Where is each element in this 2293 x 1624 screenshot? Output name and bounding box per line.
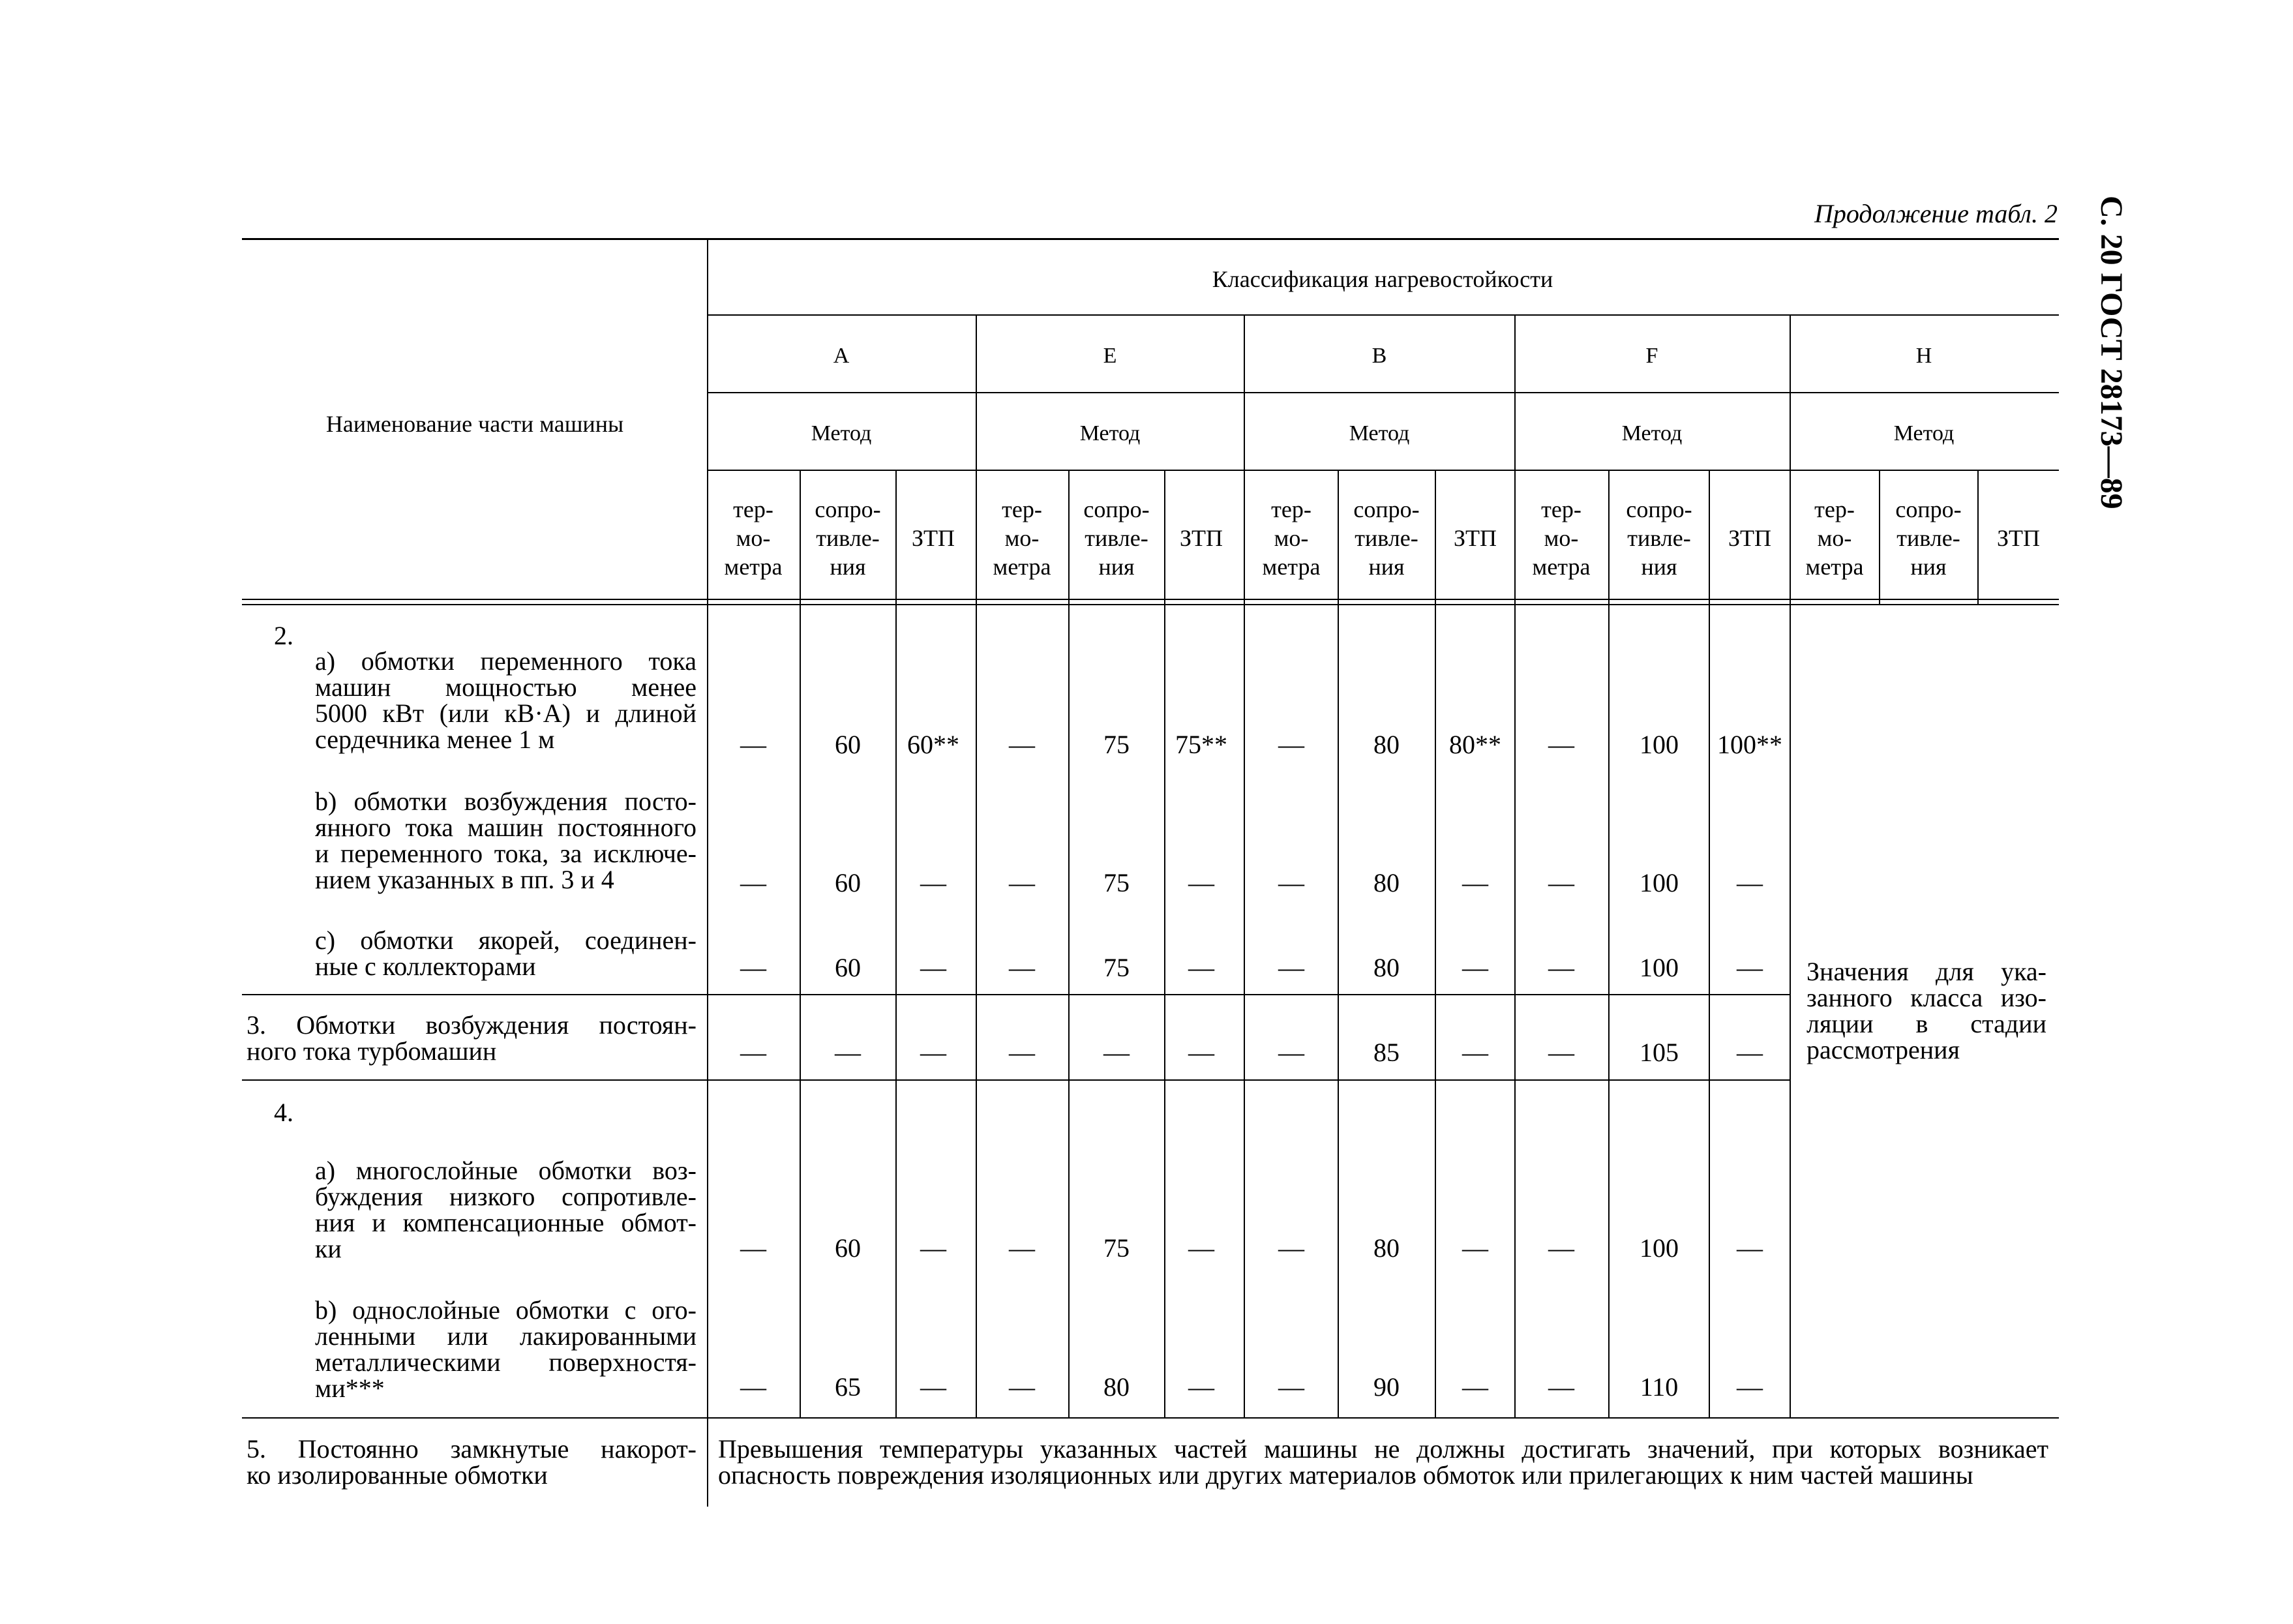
row-2a-value: — xyxy=(1278,730,1304,759)
row-2c-value: — xyxy=(1462,953,1488,982)
row-2b-value: — xyxy=(1009,868,1035,897)
rule-f-2 xyxy=(1709,470,1710,1418)
method-thermometer-h xyxy=(1806,495,1864,581)
text-line: b) однослойные обмотки с ого- xyxy=(315,1295,697,1325)
row-2c-value: — xyxy=(1737,953,1763,982)
rule-after-2 xyxy=(242,994,1791,995)
row-2b-value: 75 xyxy=(1103,868,1130,897)
row-2a-value: — xyxy=(1548,730,1574,759)
method-resistance-e xyxy=(1083,495,1149,581)
row-2b-value: — xyxy=(740,868,766,897)
row-3-description xyxy=(247,1012,697,1064)
row-4b-value: — xyxy=(740,1372,766,1402)
row-2b-value: — xyxy=(1737,868,1763,897)
method-label-line: сопро- xyxy=(1083,496,1150,522)
rule-a-1 xyxy=(800,470,801,1418)
row-4b-description xyxy=(315,1297,697,1402)
row-2c-description xyxy=(315,927,697,980)
text-line: нием указанных в пп. 3 и 4 xyxy=(315,865,614,894)
rule-classif xyxy=(707,314,2059,316)
method-label-line: метра xyxy=(1262,554,1321,580)
method-h: Метод xyxy=(1893,421,1955,445)
text-line: а) многослойные обмотки воз- xyxy=(315,1156,697,1185)
method-label-line: тивле- xyxy=(1896,525,1960,551)
method-label-line: тивле- xyxy=(1355,525,1418,551)
text-line: ния и компенсационные обмот- xyxy=(315,1208,697,1237)
text-line: 3. Обмотки возбуждения постоян- xyxy=(247,1010,697,1040)
page-side-header: С. 20 ГОСТ 28173—89 xyxy=(2094,196,2129,509)
class-e: E xyxy=(1103,344,1117,368)
method-resistance-b xyxy=(1353,495,1419,581)
row-3-value: — xyxy=(1009,1038,1035,1067)
row-2b-value: — xyxy=(1188,868,1214,897)
row-4a-value: — xyxy=(1737,1233,1763,1263)
row-4a-value: — xyxy=(1462,1233,1488,1263)
method-label-line: ния xyxy=(1910,554,1947,580)
rule-col-part xyxy=(707,238,708,1507)
rule-top xyxy=(242,238,2059,240)
class-b: B xyxy=(1371,344,1387,368)
rule-after-3 xyxy=(242,1079,1791,1081)
rule-method xyxy=(707,470,2059,471)
row-3-value: — xyxy=(1548,1038,1574,1067)
method-ztp-h: ЗТП xyxy=(1996,525,2041,551)
row-2c-value: 80 xyxy=(1373,953,1400,982)
row-2b-value: — xyxy=(920,868,946,897)
row-4b-value: — xyxy=(1009,1372,1035,1402)
row-3-value: — xyxy=(920,1038,946,1067)
row-3-value: 85 xyxy=(1373,1038,1400,1067)
method-label-line: тер- xyxy=(1541,496,1581,522)
row-2b-value: — xyxy=(1548,868,1574,897)
row-2b-value: — xyxy=(1462,868,1488,897)
method-label-line: тер- xyxy=(1814,496,1855,522)
rule-header-bottom-1 xyxy=(242,599,2059,600)
rule-a-2 xyxy=(895,470,897,1418)
text-line: ные с коллекторами xyxy=(315,952,536,981)
row-2b-value: 100 xyxy=(1640,868,1679,897)
text-line: занного класса изо- xyxy=(1806,983,2046,1012)
row-4a-value: — xyxy=(1009,1233,1035,1263)
row-4a-value: — xyxy=(1278,1233,1304,1263)
rule-b-2 xyxy=(1435,470,1436,1418)
row-4-number: 4. xyxy=(274,1098,293,1127)
row-2b-value: 60 xyxy=(835,868,861,897)
method-label-line: тивле- xyxy=(1085,525,1148,551)
row-2c-value: — xyxy=(1188,953,1214,982)
method-label-line: ния xyxy=(830,554,866,580)
rule-e-2 xyxy=(1164,470,1165,1418)
text-line: сердечника менее 1 м xyxy=(315,725,555,754)
rule-after-4 xyxy=(242,1417,2059,1419)
row-4b-value: 65 xyxy=(835,1372,861,1402)
method-label-line: тер- xyxy=(1271,496,1311,522)
method-label-line: тивле- xyxy=(816,525,880,551)
row-4a-value: — xyxy=(920,1233,946,1263)
method-ztp-a: ЗТП xyxy=(911,525,955,551)
text-line: ми*** xyxy=(315,1374,385,1403)
text-line: янного тока машин постоянного xyxy=(315,813,697,842)
row-4a-value: 60 xyxy=(835,1233,861,1263)
text-line: Значения для ука- xyxy=(1806,957,2046,986)
row-2c-value: 75 xyxy=(1103,953,1130,982)
rule-h-2 xyxy=(1977,470,1979,605)
method-label-line: сопро- xyxy=(1895,496,1962,522)
method-label-line: метра xyxy=(1805,554,1864,580)
rule-b-1 xyxy=(1338,470,1339,1418)
method-label-line: мо- xyxy=(1274,525,1309,551)
row-2c-value: — xyxy=(740,953,766,982)
rule-h-1 xyxy=(1879,470,1880,605)
method-label-line: ния xyxy=(1098,554,1135,580)
text-line: b) обмотки возбуждения посто- xyxy=(315,787,697,816)
class-h: H xyxy=(1915,344,1932,368)
text-line: 5000 кВт (или кВ·А) и длиной xyxy=(315,699,697,728)
class-a: A xyxy=(833,344,850,368)
continuation-label: Продолжение табл. 2 xyxy=(1814,199,2058,228)
row-2c-value: — xyxy=(920,953,946,982)
row-2b-value: 80 xyxy=(1373,868,1400,897)
rule-e-1 xyxy=(1068,470,1070,1418)
row-2a-value: — xyxy=(1009,730,1035,759)
rule-f-1 xyxy=(1608,470,1610,1418)
method-label-line: ния xyxy=(1641,554,1677,580)
text-line: ляции в стадии xyxy=(1806,1009,2046,1038)
row-2b-description xyxy=(315,789,697,893)
method-a: Метод xyxy=(811,421,872,445)
method-label-line: мо- xyxy=(1817,525,1852,551)
row-2b-value: — xyxy=(1278,868,1304,897)
row-2a-value: 100 xyxy=(1640,730,1679,759)
text-line: ки xyxy=(315,1234,342,1263)
method-resistance-a xyxy=(815,495,880,581)
row-3-value: — xyxy=(1103,1038,1130,1067)
method-ztp-f: ЗТП xyxy=(1728,525,1772,551)
method-resistance-h xyxy=(1895,495,1961,581)
method-label-line: мо- xyxy=(1544,525,1579,551)
row-4b-value: 90 xyxy=(1373,1372,1400,1402)
rule-header-bottom-2 xyxy=(242,604,2059,605)
row-2c-value: — xyxy=(1548,953,1574,982)
row-2a-value: 80** xyxy=(1449,730,1501,759)
row-3-value: — xyxy=(1737,1038,1763,1067)
row-4b-value: — xyxy=(1548,1372,1574,1402)
method-thermometer-b xyxy=(1263,495,1321,581)
row-3-value: — xyxy=(740,1038,766,1067)
row-5-text xyxy=(718,1436,2048,1488)
row-4b-value: — xyxy=(1737,1372,1763,1402)
method-thermometer-a xyxy=(725,495,783,581)
row-2a-value: 60 xyxy=(835,730,861,759)
row-2a-value: 80 xyxy=(1373,730,1400,759)
row-4b-value: — xyxy=(1278,1372,1304,1402)
rule-col-f xyxy=(1514,314,1516,1418)
row-2c-value: — xyxy=(1278,953,1304,982)
text-line: металлическими поверхностя- xyxy=(315,1347,697,1377)
row-2c-value: — xyxy=(1009,953,1035,982)
row-4b-value: — xyxy=(1188,1372,1214,1402)
method-b: Метод xyxy=(1349,421,1410,445)
text-line: опасность повреждения изоляционных или других материалов обмоток или прилегающих к ним частей машины xyxy=(718,1460,1973,1490)
row-3-value: — xyxy=(835,1038,861,1067)
method-label-line: метра xyxy=(724,554,783,580)
method-label-line: тивле- xyxy=(1627,525,1691,551)
row-5-description xyxy=(247,1436,697,1488)
row-2c-value: 100 xyxy=(1640,953,1679,982)
row-4a-value: 75 xyxy=(1103,1233,1130,1263)
row-2-number: 2. xyxy=(274,621,293,650)
row-4a-value: — xyxy=(1188,1233,1214,1263)
rule-col-b xyxy=(1244,314,1245,1418)
text-line: машин мощностью менее xyxy=(315,672,697,702)
text-line: рассмотрения xyxy=(1806,1035,1960,1064)
text-line: ко изолированные обмотки xyxy=(247,1460,548,1490)
rule-col-e xyxy=(976,314,977,1418)
method-label-line: сопро- xyxy=(1626,496,1692,522)
method-label-line: мо- xyxy=(1004,525,1040,551)
method-thermometer-f xyxy=(1533,495,1591,581)
row-4b-value: — xyxy=(920,1372,946,1402)
row-2a-value: 100** xyxy=(1717,730,1782,759)
method-label-line: тер- xyxy=(733,496,773,522)
text-line: с) обмотки якорей, соединен- xyxy=(315,925,697,955)
method-ztp-b: ЗТП xyxy=(1453,525,1497,551)
row-2a-value: — xyxy=(740,730,766,759)
method-resistance-f xyxy=(1626,495,1692,581)
row-3-value: — xyxy=(1462,1038,1488,1067)
row-4b-value: 80 xyxy=(1103,1372,1130,1402)
rule-classes xyxy=(707,392,2059,393)
row-4a-value: — xyxy=(1548,1233,1574,1263)
row-2a-value: 75 xyxy=(1103,730,1130,759)
text-line: ленными или лакированными xyxy=(315,1321,697,1351)
row-4a-value: 80 xyxy=(1373,1233,1400,1263)
row-4b-value: — xyxy=(1462,1372,1488,1402)
row-4a-value: — xyxy=(740,1233,766,1263)
text-line: ного тока турбомашин xyxy=(247,1036,497,1066)
text-line: а) обмотки переменного тока xyxy=(315,646,697,676)
class-f: F xyxy=(1645,344,1658,368)
row-2c-value: 60 xyxy=(835,953,861,982)
row-3-value: 105 xyxy=(1640,1038,1679,1067)
method-label-line: метра xyxy=(993,554,1051,580)
method-f: Метод xyxy=(1621,421,1683,445)
method-label-line: тер- xyxy=(1002,496,1042,522)
method-label-line: метра xyxy=(1532,554,1591,580)
method-label-line: ния xyxy=(1368,554,1405,580)
method-thermometer-e xyxy=(993,495,1051,581)
method-e: Метод xyxy=(1079,421,1141,445)
class-h-note xyxy=(1806,959,2046,1063)
text-line: 5. Постоянно замкнутые накорот- xyxy=(247,1434,697,1464)
row-2a-value: 75** xyxy=(1175,730,1227,759)
part-name-header: Наименование части машины xyxy=(325,411,624,437)
row-2a-description xyxy=(315,648,697,753)
rule-col-h xyxy=(1790,314,1791,1418)
method-ztp-e: ЗТП xyxy=(1179,525,1223,551)
row-2a-value: 60** xyxy=(907,730,959,759)
text-line: Превышения температуры указанных частей машины не должны достигать значений, при которых возникает xyxy=(718,1434,2048,1464)
row-4b-value: 110 xyxy=(1640,1372,1679,1402)
row-4a-value: 100 xyxy=(1640,1233,1679,1263)
row-4a-description xyxy=(315,1158,697,1262)
row-3-value: — xyxy=(1278,1038,1304,1067)
text-line: и переменного тока, за исключе- xyxy=(315,839,697,868)
method-label-line: мо- xyxy=(736,525,771,551)
row-3-value: — xyxy=(1188,1038,1214,1067)
method-label-line: сопро- xyxy=(815,496,881,522)
method-label-line: сопро- xyxy=(1353,496,1420,522)
classification-header: Классификация нагревостойкости xyxy=(1212,266,1553,292)
text-line: буждения низкого сопротивле- xyxy=(315,1182,697,1211)
